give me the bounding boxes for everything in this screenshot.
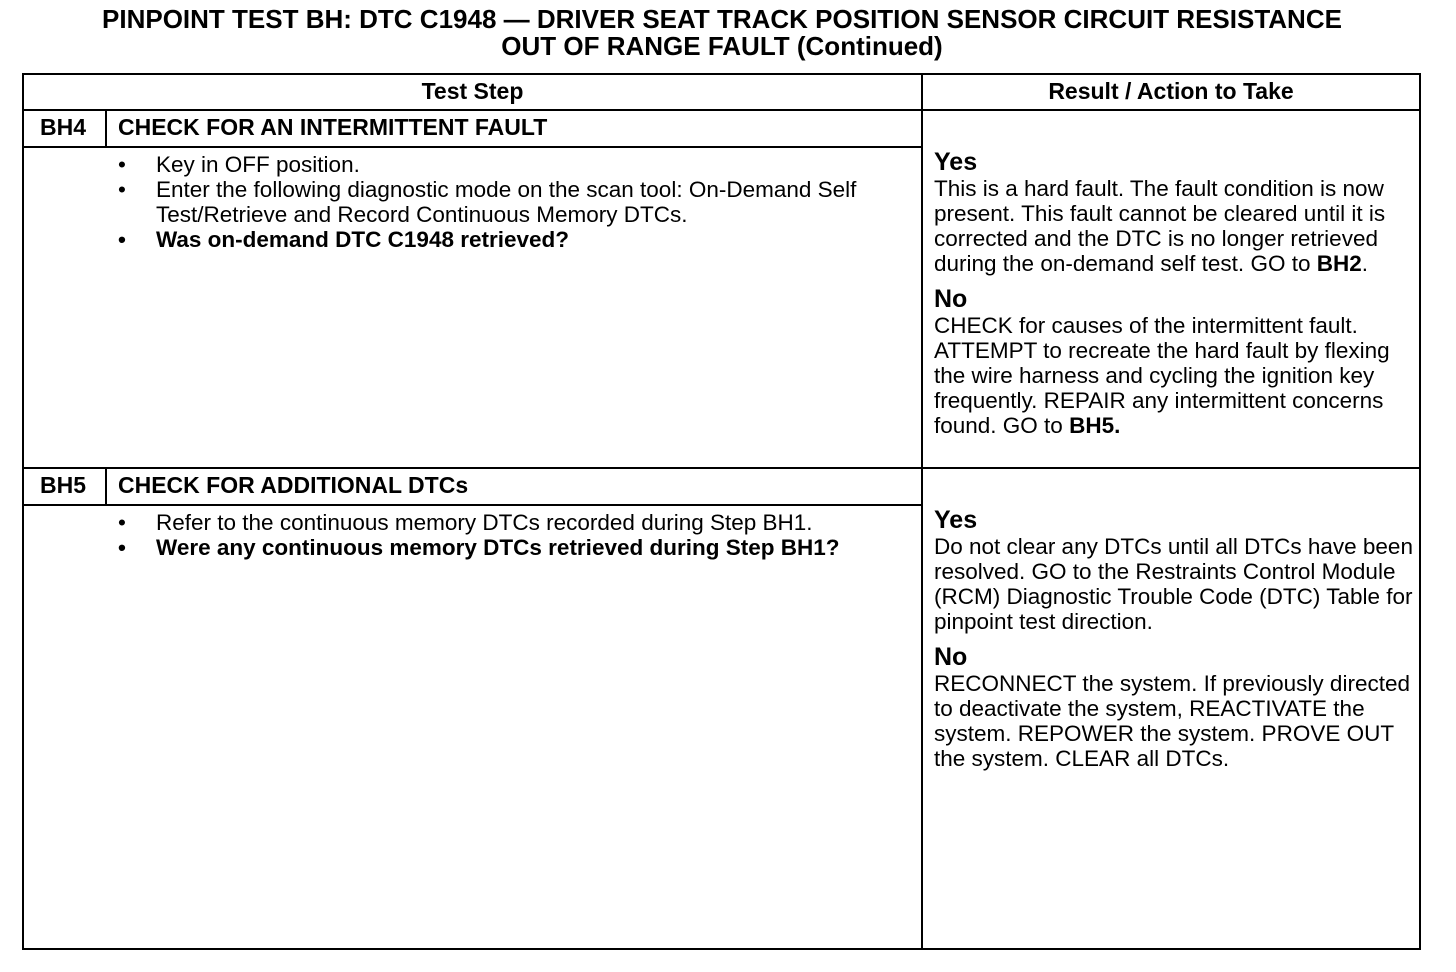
no-label: No (934, 285, 968, 313)
yes-action: Do not clear any DTCs until all DTCs have been resolved. GO to the Restraints Control Module (RCM) Diagnostic Trouble Code (DTC) Table for pinpoint test direction. (934, 534, 1413, 634)
column-divider (921, 75, 923, 948)
step-result (934, 149, 1420, 438)
header-divider (24, 109, 1419, 111)
step-instructions (118, 152, 888, 252)
step-question: • Was on-demand DTC C1948 retrieved? (118, 227, 888, 252)
yes-label: Yes (934, 148, 978, 176)
instruction-item: • Refer to the continuous memory DTCs recorded during Step BH1. (118, 510, 848, 535)
title-line-1: PINPOINT TEST BH: DTC C1948 — DRIVER SEAT TRACK POSITION SENSOR CIRCUIT RESISTANCE (102, 4, 1342, 34)
bh4-title-divider (24, 146, 922, 148)
no-label: No (934, 643, 968, 671)
no-action: RECONNECT the system. If previously directed to deactivate the system, REACTIVATE the system. REPOWER the system. PROVE OUT the system. CLEAR all DTCs. (934, 671, 1410, 771)
title-line-2: OUT OF RANGE FAULT (Continued) (501, 31, 943, 61)
step-title: CHECK FOR ADDITIONAL DTCs (118, 472, 469, 498)
header-result-action: Result / Action to Take (1048, 78, 1294, 104)
step-title: CHECK FOR AN INTERMITTENT FAULT (118, 114, 548, 140)
step-question: • Were any continuous memory DTCs retrieved during Step BH1? (118, 535, 848, 560)
bh4-id-divider (105, 110, 107, 146)
yes-action: This is a hard fault. The fault condition is now present. This fault cannot be cleared until it is corrected and the DTC is no longer retrieved during the on-demand self test. GO to BH2. (934, 176, 1386, 276)
step-id: BH4 (40, 114, 87, 140)
instruction-item: • Enter the following diagnostic mode on the scan tool: On-Demand Self Test/Retrieve and Record Continuous Memory DTCs. (118, 177, 888, 227)
bh5-title-divider (24, 504, 922, 506)
bh5-id-divider (105, 468, 107, 504)
page-title (0, 6, 1444, 60)
pinpoint-test-table (22, 73, 1421, 950)
step-result (934, 507, 1420, 771)
row-divider (24, 467, 1419, 469)
header-test-step: Test Step (421, 78, 524, 104)
goto-step: BH5 (1069, 413, 1115, 438)
yes-label: Yes (934, 506, 978, 534)
no-action: CHECK for causes of the intermittent fault. ATTEMPT to recreate the hard fault by flexing the wire harness and cycling the ignition key frequently. REPAIR any intermittent concerns found. GO to BH5. (934, 313, 1390, 438)
goto-step: BH2 (1316, 251, 1362, 276)
instruction-item: • Key in OFF position. (118, 152, 888, 177)
step-instructions (118, 510, 848, 560)
step-id: BH5 (40, 472, 87, 498)
